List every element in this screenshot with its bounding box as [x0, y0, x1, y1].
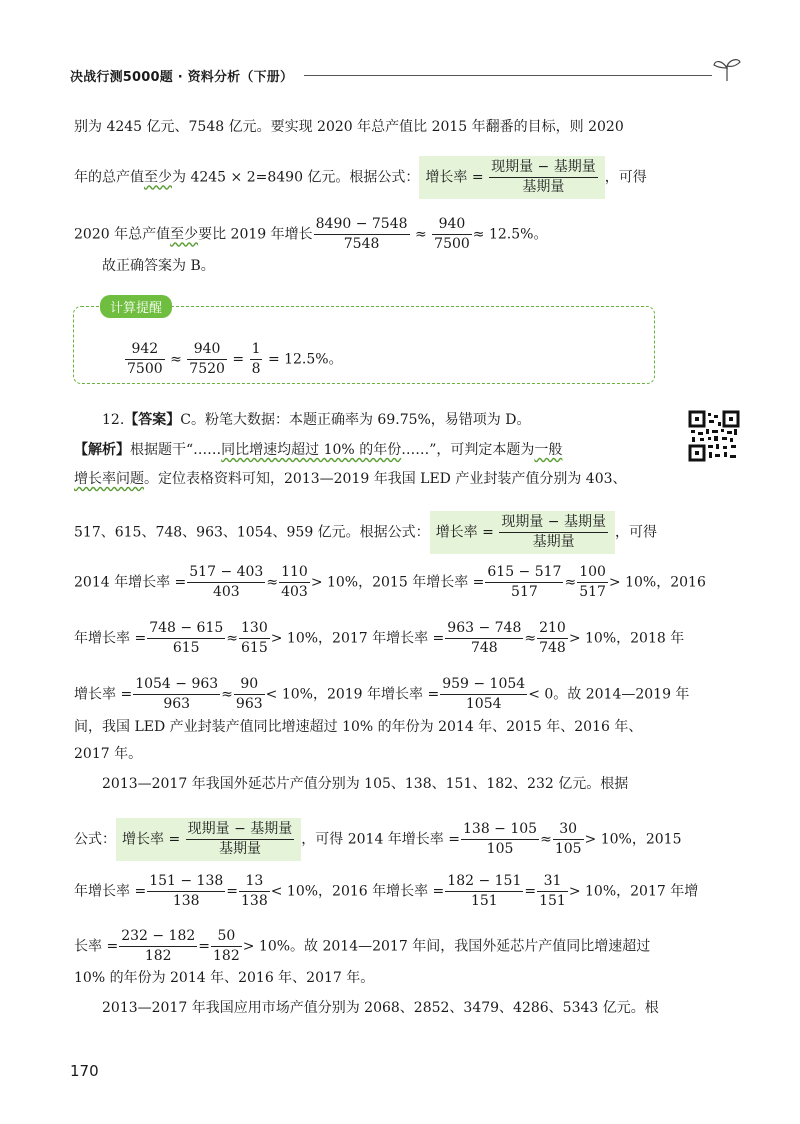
text-line: 2013—2017 年我国应用市场产值分别为 2068、2852、3479、4286、5343 亿元。根	[102, 1000, 659, 1016]
text-line: 间，我国 LED 产业封装产值同比增速超过 10% 的年份为 2014 年、2015 年、2016 年、	[74, 719, 643, 735]
page-number: 170	[70, 1062, 99, 1080]
text-line: 别为 4245 亿元、7548 亿元。要实现 2020 年总产值比 2015 年翻番的目标，则 2020	[74, 119, 624, 135]
qr-code-icon[interactable]	[688, 410, 740, 462]
text-line: 年增长率 = $\frac{151 - 138}{138}$ = $\frac{13}{138}$ < 10%，2016 年增长率 = $\frac{182 - 151}{151}$ = $\frac{31}{151}$ > 10%，2017 年增	[74, 873, 699, 909]
growth-rate-formula: 增长率 = $\frac{\text{现期量 − 基期量}}{\text{基期量}}$	[116, 818, 301, 861]
growth-rate-formula: 增长率 = $\frac{\text{现期量 − 基期量}}{\text{基期量}}$	[430, 511, 615, 554]
text-line: 年增长率 = $\frac{748 - 615}{615}$ ≈ $\frac{130}{615}$ > 10%，2017 年增长率 = $\frac{963 - 748}{748}$ ≈ $\frac{210}{748}$ > 10%，2018 年	[74, 620, 685, 656]
text-line: 2020 年总产值至少要比 2019 年增长 $\frac{8490 - 7548}{7548}$ ≈ $\frac{940}{7500}$ ≈ 12.5%。	[74, 216, 548, 252]
text-line: 长率 = $\frac{232 - 182}{182}$ = $\frac{50}{182}$ > 10%。故 2014—2017 年间，我国外延芯片产值同比增速超过	[74, 928, 651, 964]
text-line: 增长率 = $\frac{1054 - 963}{963}$ ≈ $\frac{90}{963}$ < 10%，2019 年增长率 = $\frac{959 - 1054}{1054}$ < 0。故 2014—2019 年	[74, 676, 690, 712]
q12-analysis-line: 【解析】根据题干“……同比增速均超过 10% 的年份……”，可判定本题为一般	[74, 442, 563, 458]
calc-reminder-formula: $\frac{942}{7500}$ ≈ $\frac{940}{7520}$ = $\frac{1}{8}$ = 12.5%。	[127, 341, 343, 377]
text-line: 10% 的年份为 2014 年、2016 年、2017 年。	[74, 970, 375, 986]
text-line: 517、615、748、963、1054、959 亿元。根据公式： 增长率 = $\frac{\text{现期量 − 基期量}}{\text{基期量}}$ ，可得	[74, 511, 657, 554]
book-title: 决战行测5000题 · 资料分析（下册）	[70, 70, 294, 85]
answer-line: 故正确答案为 B。	[102, 258, 215, 274]
text-line: 2017 年。	[74, 746, 143, 762]
text-line: 年的总产值至少为 4245 × 2=8490 亿元。根据公式： 增长率 = $\frac{\text{现期量 − 基期量}}{\text{基期量}}$ ，可得	[74, 156, 647, 199]
text-line: 2014 年增长率 = $\frac{517 - 403}{403}$ ≈ $\frac{110}{403}$ > 10%，2015 年增长率 = $\frac{615 - 517}{517}$ ≈ $\frac{100}{517}$ > 10%，2016	[74, 564, 706, 600]
header-rule	[304, 75, 712, 76]
q12-answer-line: 12.【答案】C。粉笔大数据：本题正确率为 69.75%，易错项为 D。	[102, 412, 531, 428]
text-line: 增长率问题。定位表格资料可知，2013—2019 年我国 LED 产业封装产值分别为 403、	[74, 471, 627, 487]
text-line: 2013—2017 年我国外延芯片产值分别为 105、138、151、182、232 亿元。根据	[102, 776, 629, 792]
running-header	[70, 64, 740, 86]
sprout-icon	[712, 56, 742, 82]
text-line: 公式： 增长率 = $\frac{\text{现期量 − 基期量}}{\text{基期量}}$ ，可得 2014 年增长率 = $\frac{138 - 105}{105}$ ≈ $\frac{30}{105}$ > 10%，2015	[74, 818, 681, 861]
growth-rate-formula: 增长率 = $\frac{\text{现期量 − 基期量}}{\text{基期量}}$	[419, 156, 604, 199]
calc-reminder-label: 计算提醒	[100, 295, 172, 318]
